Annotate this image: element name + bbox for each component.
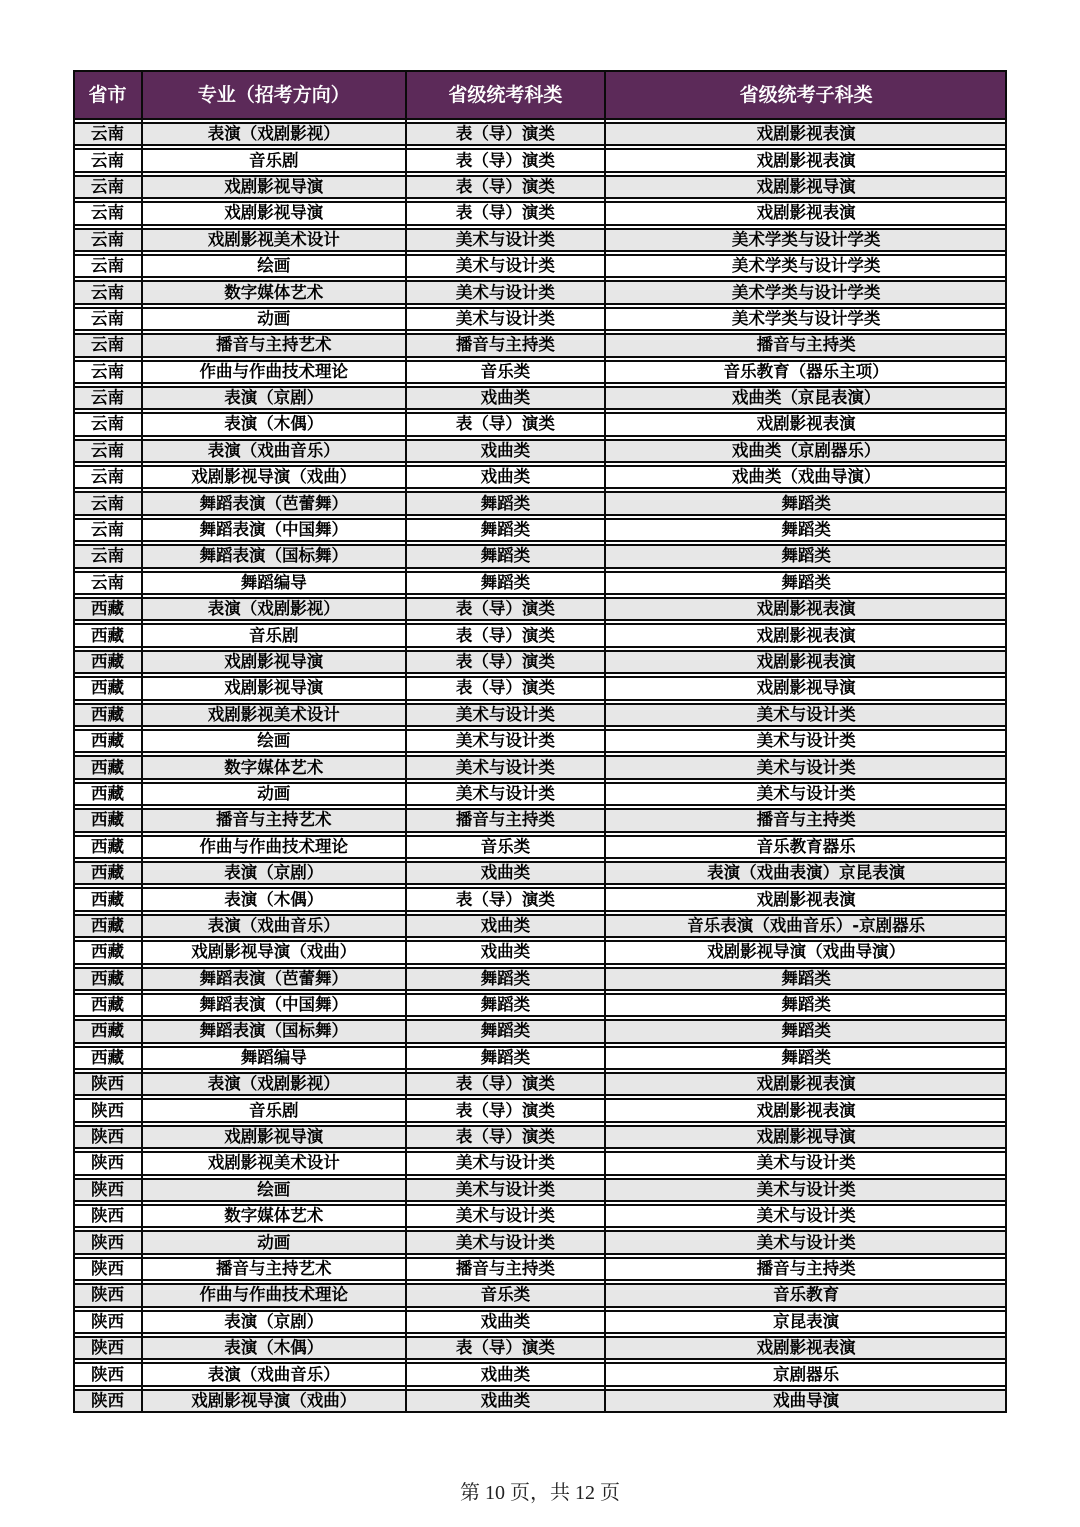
cell-subcategory: 戏剧影视导演（戏曲导演） — [707, 942, 906, 962]
cell-subcategory: 戏剧影视表演 — [756, 414, 856, 434]
cell-category: 美术与设计类 — [455, 731, 555, 751]
cell-subcategory: 戏剧影视表演 — [756, 599, 856, 619]
cell-category: 舞蹈类 — [480, 995, 531, 1015]
cell-category: 戏曲类 — [480, 915, 531, 935]
cell-subcategory: 音乐教育器乐 — [756, 836, 856, 856]
cell-province: 西藏 — [91, 704, 125, 724]
table-row — [73, 755, 1007, 779]
cell-province: 西藏 — [91, 1047, 125, 1067]
table-row — [73, 782, 1007, 806]
cell-province: 西藏 — [91, 757, 125, 777]
cell-province: 云南 — [91, 335, 125, 355]
cell-major: 表演（戏剧影视） — [207, 599, 340, 619]
cell-province: 陕西 — [91, 1232, 125, 1252]
cell-major: 舞蹈表演（芭蕾舞） — [199, 493, 349, 513]
cell-subcategory: 美术与设计类 — [756, 1232, 856, 1252]
cell-category: 表（导）演类 — [455, 150, 555, 170]
cell-category: 音乐类 — [480, 361, 531, 381]
table-row — [73, 1019, 1007, 1043]
table-row — [73, 1389, 1007, 1413]
table-row — [73, 835, 1007, 859]
table-row — [73, 333, 1007, 357]
table-row — [73, 1362, 1007, 1386]
cell-major: 戏剧影视导演 — [224, 652, 324, 671]
cell-category: 戏曲类 — [480, 863, 531, 883]
table-row — [73, 544, 1007, 568]
table-row — [73, 386, 1007, 410]
cell-province: 西藏 — [91, 652, 125, 671]
cell-province: 西藏 — [91, 995, 125, 1015]
cell-category: 音乐类 — [480, 836, 531, 856]
cell-major: 表演（戏曲音乐） — [207, 915, 340, 935]
cell-province: 云南 — [91, 124, 125, 144]
table-row — [73, 1204, 1007, 1228]
table-row — [73, 1257, 1007, 1281]
table-row — [73, 1151, 1007, 1175]
column-divider — [405, 70, 407, 1413]
cell-province: 西藏 — [91, 889, 125, 909]
cell-major: 音乐剧 — [249, 1100, 299, 1120]
cell-subcategory: 播音与主持类 — [756, 810, 856, 830]
cell-category: 音乐类 — [480, 1285, 531, 1305]
cell-category: 美术与设计类 — [455, 282, 555, 302]
cell-category: 舞蹈类 — [480, 546, 531, 566]
cell-province: 云南 — [91, 388, 125, 408]
table-header-row — [73, 70, 1007, 120]
table-row — [73, 465, 1007, 489]
cell-subcategory: 美术与设计类 — [756, 1153, 856, 1173]
cell-province: 陕西 — [91, 1390, 125, 1410]
table-row — [73, 1178, 1007, 1202]
cell-province: 陕西 — [91, 1179, 125, 1199]
table-row — [73, 148, 1007, 172]
cell-category: 表（导）演类 — [455, 652, 555, 671]
cell-subcategory: 戏曲类（戏曲导演） — [731, 467, 881, 487]
cell-province: 云南 — [91, 203, 125, 223]
cell-major: 表演（京剧） — [224, 1311, 324, 1331]
cell-province: 云南 — [91, 493, 125, 513]
cell-major: 戏剧影视导演 — [224, 678, 324, 698]
header-cell-subcategory: 省级统考子科类 — [739, 84, 873, 106]
cell-subcategory: 美术与设计类 — [756, 1179, 856, 1199]
cell-province: 云南 — [91, 176, 125, 196]
cell-category: 舞蹈类 — [480, 1047, 531, 1067]
cell-province: 西藏 — [91, 915, 125, 935]
cell-province: 陕西 — [91, 1311, 125, 1331]
cell-category: 表（导）演类 — [455, 599, 555, 619]
cell-subcategory: 戏剧影视表演 — [756, 124, 856, 144]
cell-province: 西藏 — [91, 625, 125, 645]
cell-province: 西藏 — [91, 599, 125, 619]
cell-subcategory: 舞蹈类 — [781, 546, 831, 566]
cell-province: 陕西 — [91, 1258, 125, 1278]
cell-category: 美术与设计类 — [455, 757, 555, 777]
cell-major: 数字媒体艺术 — [224, 757, 324, 777]
cell-province: 陕西 — [91, 1074, 125, 1094]
cell-subcategory: 舞蹈类 — [781, 572, 831, 592]
cell-subcategory: 美术学类与设计学类 — [731, 308, 881, 328]
cell-subcategory: 舞蹈类 — [781, 520, 831, 540]
table-row — [73, 201, 1007, 225]
cell-category: 播音与主持类 — [455, 810, 555, 830]
cell-province: 云南 — [91, 308, 125, 328]
cell-subcategory: 美术与设计类 — [756, 704, 856, 724]
table-body — [73, 122, 1007, 1413]
table-row — [73, 228, 1007, 252]
cell-category: 美术与设计类 — [455, 1232, 555, 1252]
cell-province: 云南 — [91, 520, 125, 540]
cell-subcategory: 音乐教育（器乐主项） — [723, 361, 889, 381]
cell-major: 数字媒体艺术 — [224, 282, 324, 302]
cell-subcategory: 舞蹈类 — [781, 1021, 831, 1041]
cell-category: 表（导）演类 — [455, 1127, 555, 1147]
cell-province: 云南 — [91, 414, 125, 434]
cell-major: 动画 — [257, 1232, 291, 1252]
cell-major: 舞蹈表演（中国舞） — [199, 995, 349, 1015]
cell-major: 舞蹈表演（中国舞） — [199, 520, 349, 540]
cell-major: 音乐剧 — [249, 625, 299, 645]
cell-subcategory: 舞蹈类 — [781, 968, 831, 988]
cell-subcategory: 戏剧影视表演 — [756, 889, 856, 909]
cell-major: 表演（戏剧影视） — [207, 1074, 340, 1094]
cell-major: 舞蹈表演（芭蕾舞） — [199, 968, 349, 988]
table-row — [73, 861, 1007, 885]
cell-subcategory: 戏剧影视导演 — [756, 1127, 856, 1147]
header-cell-major: 专业（招考方向） — [197, 84, 350, 106]
cell-category: 美术与设计类 — [455, 704, 555, 724]
cell-major: 舞蹈编导 — [240, 1047, 307, 1067]
table-row — [73, 993, 1007, 1017]
cell-subcategory: 美术与设计类 — [756, 757, 856, 777]
cell-category: 播音与主持类 — [455, 1258, 555, 1278]
table-row — [73, 1098, 1007, 1122]
cell-category: 表（导）演类 — [455, 889, 555, 909]
cell-category: 播音与主持类 — [455, 335, 555, 355]
cell-major: 戏剧影视导演（戏曲） — [191, 467, 357, 487]
header-cell-category: 省级统考科类 — [448, 84, 563, 106]
cell-major: 表演（木偶） — [224, 1338, 324, 1358]
cell-subcategory: 播音与主持类 — [756, 1258, 856, 1278]
cell-subcategory: 戏剧影视表演 — [756, 1338, 856, 1358]
cell-subcategory: 美术学类与设计学类 — [731, 282, 881, 302]
cell-province: 西藏 — [91, 1021, 125, 1041]
cell-subcategory: 美术与设计类 — [756, 731, 856, 751]
cell-subcategory: 戏剧影视表演 — [756, 203, 856, 223]
cell-subcategory: 戏剧影视表演 — [756, 1100, 856, 1120]
cell-category: 美术与设计类 — [455, 256, 555, 276]
cell-major: 播音与主持艺术 — [216, 335, 332, 355]
cell-province: 云南 — [91, 467, 125, 487]
table-row — [73, 808, 1007, 832]
table-row — [73, 940, 1007, 964]
cell-major: 表演（木偶） — [224, 414, 324, 434]
cell-province: 陕西 — [91, 1364, 125, 1384]
cell-category: 美术与设计类 — [455, 229, 555, 249]
column-divider — [141, 70, 143, 1413]
cell-province: 云南 — [91, 150, 125, 170]
cell-province: 西藏 — [91, 731, 125, 751]
cell-subcategory: 戏剧影视表演 — [756, 150, 856, 170]
cell-province: 云南 — [91, 256, 125, 276]
header-cell-province: 省市 — [88, 84, 127, 106]
cell-category: 表（导）演类 — [455, 176, 555, 196]
cell-category: 舞蹈类 — [480, 1021, 531, 1041]
table-row — [73, 518, 1007, 542]
cell-major: 戏剧影视美术设计 — [207, 704, 340, 724]
cell-category: 戏曲类 — [480, 440, 531, 460]
cell-major: 作曲与作曲技术理论 — [199, 1285, 349, 1305]
table-outer-right-border — [1005, 70, 1007, 1413]
cell-category: 表（导）演类 — [455, 678, 555, 698]
table-row — [73, 650, 1007, 674]
cell-category: 舞蹈类 — [480, 520, 531, 540]
cell-major: 播音与主持艺术 — [216, 1258, 332, 1278]
cell-category: 表（导）演类 — [455, 1074, 555, 1094]
cell-subcategory: 舞蹈类 — [781, 995, 831, 1015]
cell-subcategory: 戏曲类（京昆表演） — [731, 388, 881, 408]
table-row — [73, 1336, 1007, 1360]
table-row — [73, 597, 1007, 621]
cell-subcategory: 戏剧影视表演 — [756, 1074, 856, 1094]
table-row — [73, 703, 1007, 727]
table-row — [73, 491, 1007, 515]
cell-major: 舞蹈表演（国标舞） — [199, 1021, 349, 1041]
cell-category: 表（导）演类 — [455, 625, 555, 645]
cell-major: 数字媒体艺术 — [224, 1206, 324, 1226]
cell-subcategory: 美术学类与设计学类 — [731, 256, 881, 276]
cell-province: 陕西 — [91, 1285, 125, 1305]
cell-category: 美术与设计类 — [455, 783, 555, 803]
cell-major: 播音与主持艺术 — [216, 810, 332, 830]
cell-subcategory: 表演（戏曲表演）京昆表演 — [707, 863, 906, 883]
table-row — [73, 1283, 1007, 1307]
cell-major: 动画 — [257, 783, 291, 803]
cell-major: 绘画 — [257, 731, 291, 751]
cell-province: 陕西 — [91, 1206, 125, 1226]
cell-major: 表演（戏曲音乐） — [207, 1364, 340, 1384]
cell-province: 陕西 — [91, 1127, 125, 1147]
cell-category: 戏曲类 — [480, 942, 531, 962]
page-number-footer: 第 10 页，共 12 页 — [460, 1482, 620, 1504]
cell-category: 表（导）演类 — [455, 203, 555, 223]
cell-category: 戏曲类 — [480, 1390, 531, 1410]
cell-subcategory: 戏剧影视表演 — [756, 652, 856, 671]
table-outer-left-border — [73, 70, 75, 1413]
cell-category: 戏曲类 — [480, 388, 531, 408]
cell-province: 云南 — [91, 546, 125, 566]
cell-province: 云南 — [91, 361, 125, 381]
table-row — [73, 1230, 1007, 1254]
cell-province: 西藏 — [91, 810, 125, 830]
cell-category: 舞蹈类 — [480, 572, 531, 592]
table-row — [73, 439, 1007, 463]
table-row — [73, 623, 1007, 647]
table-row — [73, 254, 1007, 278]
cell-subcategory: 戏剧影视导演 — [756, 176, 856, 196]
cell-province: 陕西 — [91, 1338, 125, 1358]
cell-major: 戏剧影视导演 — [224, 203, 324, 223]
cell-major: 动画 — [257, 308, 291, 328]
cell-major: 舞蹈编导 — [240, 572, 307, 592]
cell-category: 美术与设计类 — [455, 1206, 555, 1226]
cell-province: 西藏 — [91, 783, 125, 803]
cell-subcategory: 音乐表演（戏曲音乐）-京剧器乐 — [687, 915, 926, 935]
cell-major: 音乐剧 — [249, 150, 299, 170]
cell-major: 表演（京剧） — [224, 863, 324, 883]
cell-province: 西藏 — [91, 942, 125, 962]
table-row — [73, 360, 1007, 384]
table-row — [73, 887, 1007, 911]
cell-category: 美术与设计类 — [455, 308, 555, 328]
cell-subcategory: 美术与设计类 — [756, 1206, 856, 1226]
cell-province: 西藏 — [91, 863, 125, 883]
cell-major: 表演（木偶） — [224, 889, 324, 909]
column-divider — [604, 70, 606, 1413]
cell-province: 陕西 — [91, 1100, 125, 1120]
cell-subcategory: 美术与设计类 — [756, 783, 856, 803]
cell-major: 戏剧影视美术设计 — [207, 1153, 340, 1173]
cell-major: 戏剧影视导演（戏曲） — [191, 942, 357, 962]
cell-major: 戏剧影视导演（戏曲） — [191, 1390, 357, 1410]
cell-major: 表演（京剧） — [224, 388, 324, 408]
cell-subcategory: 播音与主持类 — [756, 335, 856, 355]
cell-province: 云南 — [91, 572, 125, 592]
cell-major: 作曲与作曲技术理论 — [199, 836, 349, 856]
cell-category: 戏曲类 — [480, 467, 531, 487]
cell-major: 表演（戏剧影视） — [207, 124, 340, 144]
table-row — [73, 1125, 1007, 1149]
table-row — [73, 1072, 1007, 1096]
cell-category: 戏曲类 — [480, 1311, 531, 1331]
cell-major: 绘画 — [257, 1179, 291, 1199]
cell-subcategory: 戏曲导演 — [773, 1390, 840, 1410]
table-row — [73, 676, 1007, 700]
table-row — [73, 412, 1007, 436]
cell-subcategory: 戏剧影视导演 — [756, 678, 856, 698]
cell-major: 戏剧影视美术设计 — [207, 229, 340, 249]
cell-category: 舞蹈类 — [480, 493, 531, 513]
cell-major: 戏剧影视导演 — [224, 176, 324, 196]
cell-subcategory: 舞蹈类 — [781, 1047, 831, 1067]
cell-category: 表（导）演类 — [455, 124, 555, 144]
cell-category: 表（导）演类 — [455, 1100, 555, 1120]
cell-province: 云南 — [91, 229, 125, 249]
cell-major: 舞蹈表演（国标舞） — [199, 546, 349, 566]
cell-major: 戏剧影视导演 — [224, 1127, 324, 1147]
cell-province: 西藏 — [91, 678, 125, 698]
cell-subcategory: 美术学类与设计学类 — [731, 229, 881, 249]
table-row — [73, 571, 1007, 595]
cell-category: 美术与设计类 — [455, 1179, 555, 1199]
cell-province: 西藏 — [91, 836, 125, 856]
table-row — [73, 914, 1007, 938]
cell-category: 表（导）演类 — [455, 414, 555, 434]
table-row — [73, 280, 1007, 304]
cell-category: 戏曲类 — [480, 1364, 531, 1384]
table-row — [73, 1310, 1007, 1334]
cell-province: 西藏 — [91, 968, 125, 988]
cell-subcategory: 戏曲类（京剧器乐） — [731, 440, 881, 460]
cell-category: 美术与设计类 — [455, 1153, 555, 1173]
exam-category-table — [73, 70, 1007, 1413]
table-row — [73, 1046, 1007, 1070]
table-row — [73, 175, 1007, 199]
cell-subcategory: 音乐教育 — [773, 1285, 840, 1305]
cell-category: 表（导）演类 — [455, 1338, 555, 1358]
table-row — [73, 967, 1007, 991]
table-row — [73, 122, 1007, 146]
cell-major: 表演（戏曲音乐） — [207, 440, 340, 460]
cell-province: 云南 — [91, 440, 125, 460]
table-row — [73, 729, 1007, 753]
cell-subcategory: 舞蹈类 — [781, 493, 831, 513]
cell-subcategory: 京昆表演 — [773, 1311, 840, 1331]
table-row — [73, 307, 1007, 331]
cell-major: 绘画 — [257, 256, 291, 276]
cell-category: 舞蹈类 — [480, 968, 531, 988]
cell-province: 云南 — [91, 282, 125, 302]
cell-major: 作曲与作曲技术理论 — [199, 361, 349, 381]
cell-subcategory: 戏剧影视表演 — [756, 625, 856, 645]
cell-subcategory: 京剧器乐 — [773, 1364, 840, 1384]
cell-province: 陕西 — [91, 1153, 125, 1173]
